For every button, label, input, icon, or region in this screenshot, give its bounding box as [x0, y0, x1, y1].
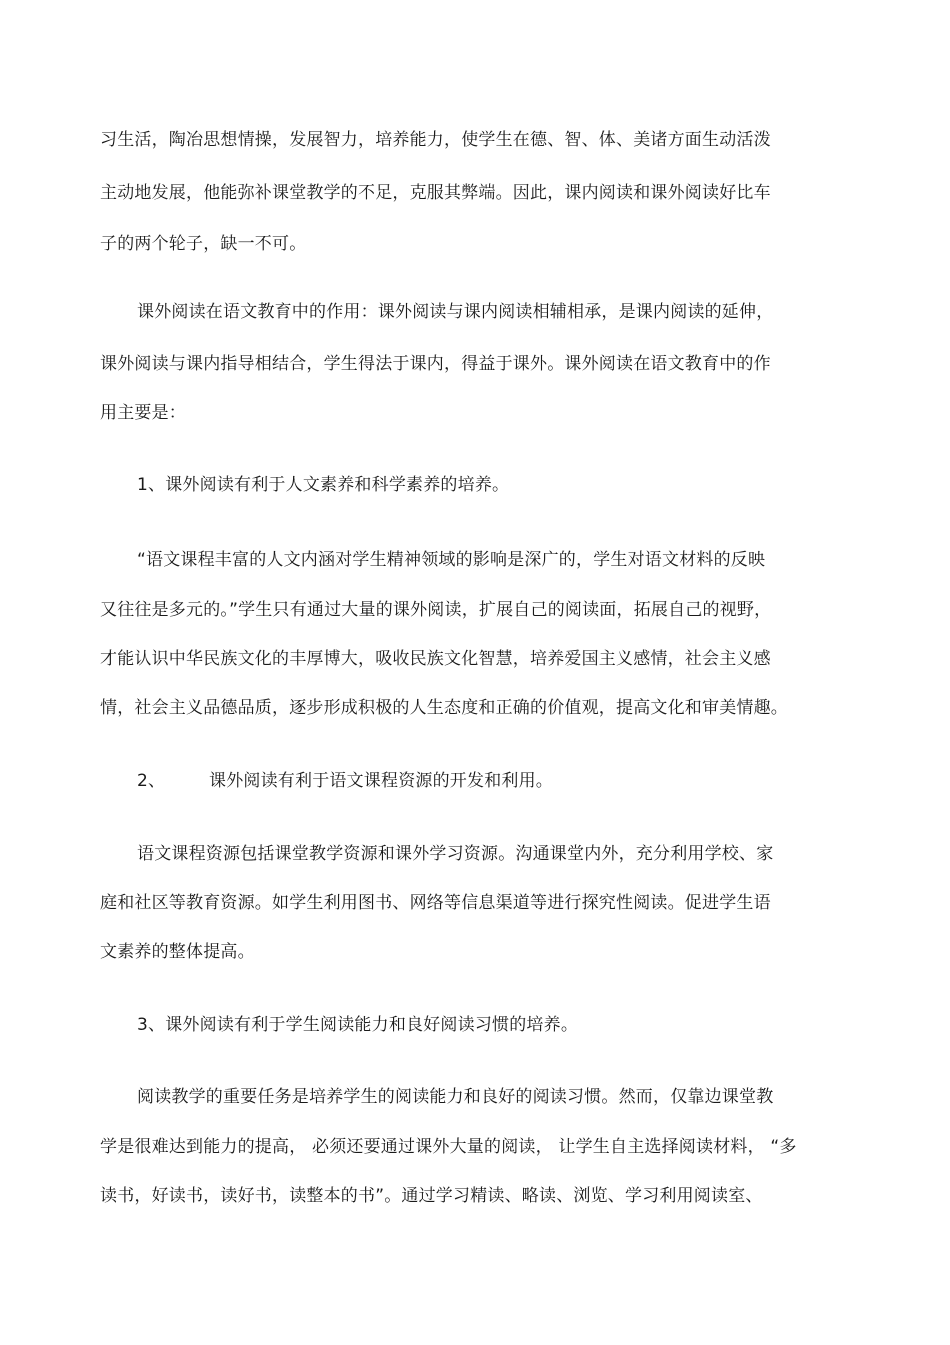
section-heading-2-text: 课外阅读有利于语文课程资源的开发和利用。 — [209, 771, 553, 791]
paragraph-3-line-2: 又往往是多元的。”学生只有通过大量的课外阅读，扩展自己的阅读面，拓展自己的视野， — [100, 600, 772, 620]
paragraph-1-line-3: 子的两个轮子，缺一不可。 — [100, 234, 307, 254]
paragraph-1-line-1: 习生活，陶冶思想情操，发展智力，培养能力，使学生在德、智、体、美诸方面生动活泼 — [100, 130, 771, 150]
paragraph-2-line-2: 课外阅读与课内指导相结合，学生得法于课内，得益于课外。课外阅读在语文教育中的作 — [100, 354, 771, 374]
paragraph-5-line-3: 读书，好读书，读好书，读整本的书”。通过学习精读、略读、浏览、学习利用阅读室、 — [100, 1186, 763, 1206]
section-heading-3: 3、课外阅读有利于学生阅读能力和良好阅读习惯的培养。 — [137, 1015, 579, 1035]
paragraph-5-line-1: 阅读教学的重要任务是培养学生的阅读能力和良好的阅读习惯。然而，仅靠边课堂教 — [137, 1087, 774, 1107]
paragraph-3-line-3: 才能认识中华民族文化的丰厚博大，吸收民族文化智慧，培养爱国主义感情，社会主义感 — [100, 649, 771, 669]
paragraph-4-line-1: 语文课程资源包括课堂教学资源和课外学习资源。沟通课堂内外，充分利用学校、家 — [137, 844, 774, 864]
paragraph-4-line-3: 文素养的整体提高。 — [100, 942, 255, 962]
paragraph-2-line-3: 用主要是： — [100, 403, 186, 423]
paragraph-3-line-1: “语文课程丰富的人文内涵对学生精神领域的影响是深广的，学生对语文材料的反映 — [137, 550, 766, 570]
paragraph-2-line-1: 课外阅读在语文教育中的作用：课外阅读与课内阅读相辅相承，是课内阅读的延伸， — [137, 302, 774, 322]
section-heading-2-number: 2、 — [137, 771, 166, 791]
paragraph-4-line-2: 庭和社区等教育资源。如学生利用图书、网络等信息渠道等进行探究性阅读。促进学生语 — [100, 893, 771, 913]
section-heading-1: 1、课外阅读有利于人文素养和科学素养的培养。 — [137, 475, 510, 495]
section-heading-2 — [137, 770, 553, 792]
paragraph-3-line-4: 情，社会主义品德品质，逐步形成积极的人生态度和正确的价值观，提高文化和审美情趣。 — [100, 698, 788, 718]
paragraph-5-line-2: 学是很难达到能力的提高， 必须还要通过课外大量的阅读， 让学生自主选择阅读材料， “多 — [100, 1137, 797, 1157]
paragraph-1-line-2: 主动地发展，他能弥补课堂教学的不足，克服其弊端。因此，课内阅读和课外阅读好比车 — [100, 183, 771, 203]
